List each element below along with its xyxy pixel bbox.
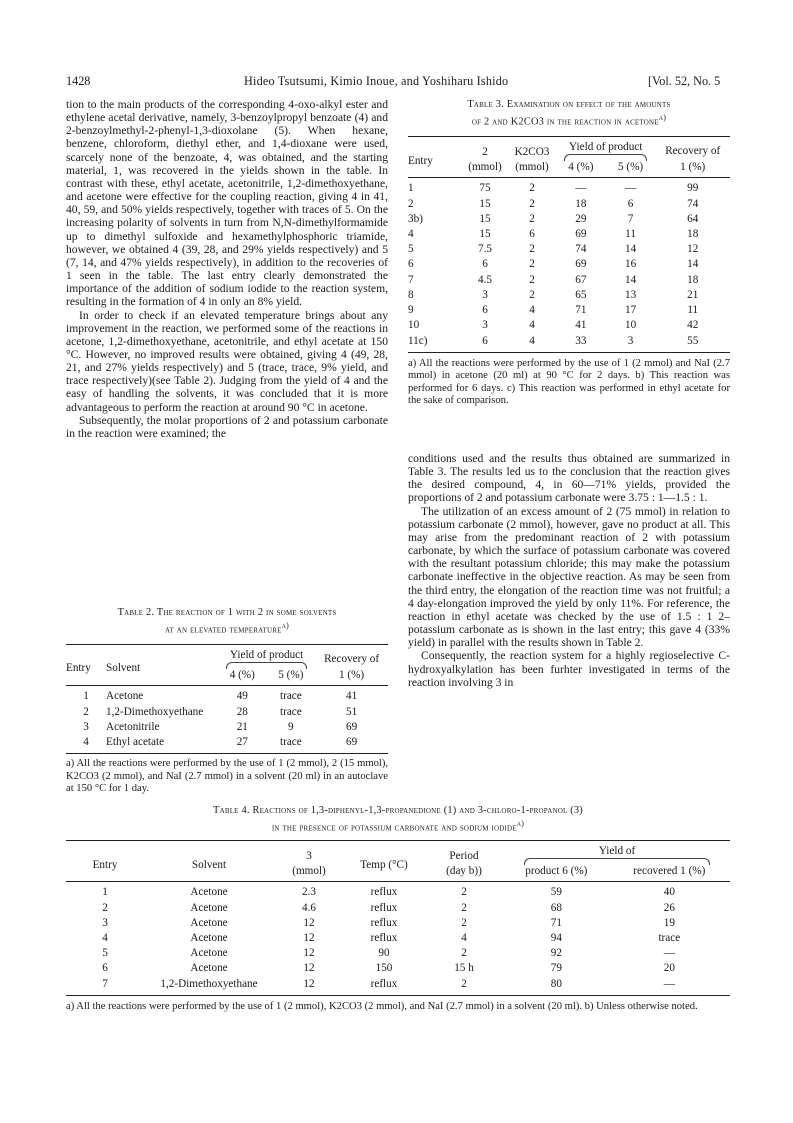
t4-cell: 71 [550,916,562,929]
t3-cell: 71 [575,304,587,317]
t4-brace [524,858,710,865]
table-2-caption-sup: a) [281,621,290,630]
t4-h-recovered1: recovered 1 (%) [633,865,706,878]
t3-h-recovery: Recovery of [665,145,721,158]
table-row [408,227,730,242]
t3-cell: 55 [687,334,699,347]
t4-cell: Acetone [190,962,228,975]
t3-h-2-unit: (mmol) [468,161,502,174]
t4-cell: 4 [461,932,467,945]
t3-cell: 21 [687,288,699,301]
t4-cell: 2 [461,977,467,990]
t3-cell: 2 [529,243,535,256]
t3-cell: 7 [408,273,414,286]
table-4-caption-sup: a) [516,819,525,828]
t2-cell: 28 [236,705,248,718]
t3-cell: 4.5 [478,273,492,286]
left-paragraph-2: In order to check if an elevated temperature brings about any improvement in the reaction, we performed some of the reactions in acetone, 1,2-dimethoxyethane, acetonitrile, and ethyl acetate at 150 °C. However, no improved results were obtained, giving 4 (49, 28, 21, and 27% yields respectively) and 5 (trace, trace, 9% yield, and trace respectively)(see Table 2). Judging from the yield of 4 and the easy of handling the solvents, it was concluded that it is more advantageous to perform the reaction at around 90 °C in acetone. [66,308,388,414]
t2-cell: 27 [236,736,248,749]
t3-body [408,178,730,352]
t3-cell: 3 [482,288,488,301]
t4-cell: 1,2-Dimethoxyethane [160,977,258,990]
table-row [66,901,730,916]
t3-cell: 17 [624,304,637,317]
t3-cell: 11 [625,228,636,241]
t4-h-yield-text: Yield of [598,845,636,858]
t4-h-yield [504,841,730,866]
t4-cell: 4 [102,932,108,945]
t4-body [66,882,730,995]
t4-cell: 26 [663,901,675,914]
t3-cell: 7.5 [478,243,492,256]
t3-cell: 8 [408,288,414,301]
t4-cell: — [663,977,675,990]
t3-cell: 6 [482,304,488,317]
table-4-caption-line2: in the presence of potassium carbonate and sodium iodide [271,822,517,834]
t3-h-k2co3: K2CO3 [514,146,550,159]
t2-body [66,686,388,754]
table-row [66,931,730,946]
table-2-caption [66,606,388,636]
t2-h-yield-text: Yield of product [229,649,304,662]
table-3-caption [408,98,730,128]
t2-h-recovery: Recovery of [324,653,380,666]
t3-cell: 75 [479,182,491,195]
t3-cell: 4 [529,304,535,317]
journal-volume: [Vol. 52, No. 5 [648,74,721,88]
table-2-footnote: a) All the reactions were performed by the use of 1 (2 mmol), 2 (15 mmol), K2CO3 (2 mmol), and NaI (2.7 mmol) in a solvent (20 ml) in an autoclave at 150 °C for 1 day. [66,758,388,795]
t4-cell: 12 [303,916,315,929]
t4-cell: 40 [663,886,675,899]
t4-cell: trace [658,932,681,945]
t3-h-rec1: 1 (%) [680,161,706,174]
t4-cell: 5 [102,947,108,960]
table-2-caption-line1: Table 2. The reaction of 1 with 2 in some solvents [117,607,337,618]
t4-cell: 4.6 [302,901,316,914]
t4-cell: Acetone [190,932,228,945]
t2-cell: 69 [345,720,358,733]
t4-cell: 94 [550,932,562,945]
t2-cell: 2 [83,705,89,718]
page-number: 1428 [66,74,91,88]
t2-h-y5: 5 (%) [278,669,304,682]
table-row [66,961,730,976]
t2-cell: Acetonitrile [106,720,160,733]
t3-cell: 2 [529,258,535,271]
t3-cell: 7 [627,212,634,225]
t4-h-3-unit: (mmol) [292,865,326,878]
t4-h-entry: Entry [92,859,118,872]
table-4-grid [66,840,730,995]
t3-cell: 3 [627,334,634,347]
t3-h-yield [556,137,655,162]
t3-cell: 3 [482,319,488,332]
t3-cell: 67 [575,273,587,286]
t4-cell: 79 [550,962,562,975]
t3-h-y5: 5 (%) [617,161,644,174]
table-row [66,977,730,996]
t3-cell: 65 [575,288,587,301]
t4-cell: 2 [461,901,467,914]
t4-h-period-unit: (day b)) [446,865,482,878]
t3-cell: 2 [529,197,535,210]
t3-cell: 2 [529,273,535,286]
t3-cell: 99 [687,182,699,195]
table-2-grid [66,644,388,754]
t3-cell: 14 [624,273,637,286]
t3-cell: 4 [408,228,414,241]
t2-h-solvent: Solvent [106,662,141,675]
t3-brace [564,154,647,161]
t4-cell: Acetone [190,901,228,914]
t3-cell: 1 [408,182,414,195]
t2-cell: trace [279,736,302,749]
left-paragraph-3: Subsequently, the molar proportions of 2 and potassium carbonate in the reaction were examined; the [66,413,388,440]
t2-h-entry: Entry [66,662,91,675]
t2-cell: 1 [83,690,89,703]
t4-cell: 12 [303,962,315,975]
t4-cell: 80 [550,977,562,990]
t3-cell: 2 [529,288,535,301]
t3-cell: 69 [575,258,587,271]
t3-cell: 18 [687,228,699,241]
t2-cell: 1,2-Dimethoxyethane [106,705,204,718]
t3-cell: 6 [627,197,634,210]
running-authors: Hideo Tsutsumi, Kimio Inoue, and Yoshiharu Ishido [244,74,509,88]
t3-cell: 18 [687,273,699,286]
left-paragraph-1: tion to the main products of the corresponding 4-oxo-alkyl ester and ethylene acetal derivative, namely, 3-benzoylpropyl benzoate (4) and 2-benzoylmethyl-2-phenyl-1,3-dioxolane (5). When hexane, benzene, chloroform, diethyl ether, and 1,4-dioxane were used, scarcely none of the benzoate, 4, was obtained, and the starting material, 1, was recovered in the yields shown in the table. In contrast with these, ethyl acetate, acetonitrile, 1,2-dimethoxyethane, and acetone were effective for the coupling reaction, giving 4 in 41, 40, 59, and 50% yields respectively, together with traces of 5. On the increasing polarity of solvents in turn from N,N-dimethylformamide up to dimethyl sulfoxide and hexamethylphosphoric triamide, however, we obtained 4 (39, 28, and 29% yields respectively) and 5 (7, 14, and 47% yields respectively), in addition to the recoveries of 1 seen in the table. The last entry clearly demonstrated the importance of the addition of sodium iodide to the reaction system, resulting in the formation of 4 in only an 8% yield. [66,98,388,309]
table-row [408,288,730,303]
table-3-caption-line1: Table 3. Examination on effect of the amounts [467,99,671,110]
table-row [408,273,730,288]
table-row [408,334,730,353]
table-row [408,197,730,212]
t4-cell: 92 [550,947,562,960]
t4-cell: 2 [102,901,108,914]
t3-cell: 16 [624,258,637,271]
t2-h-rec1: 1 (%) [338,669,365,682]
t3-cell: 14 [687,258,699,271]
t3-cell: 64 [687,212,699,225]
t4-cell: 68 [550,901,562,914]
t4-cell: 3 [102,916,108,929]
t3-cell: 2 [408,197,414,210]
table-4 [66,804,730,1013]
t4-cell: 12 [303,977,315,990]
t3-h-y4: 4 (%) [568,161,594,174]
t3-cell: 14 [624,243,637,256]
t4-cell: 12 [303,947,315,960]
t2-cell: Acetone [106,690,144,703]
t3-cell: 15 [479,212,491,225]
t3-h-2: 2 [482,146,488,159]
t3-cell: 5 [408,243,414,256]
t2-cell: 4 [83,736,89,749]
table-3-caption-sup: a) [658,113,667,122]
t2-h-y4: 4 (%) [229,669,255,682]
t4-cell: reflux [370,977,398,990]
t4-cell: 6 [102,962,108,975]
t4-cell: 2 [461,947,467,960]
table-2 [66,606,388,796]
right-paragraph-3: Consequently, the reaction system for a highly regioselective C-hydroxyalkylation has been furhter investigated in terms of the reaction involving 3 in [408,649,730,689]
table-row [408,242,730,257]
t3-cell: 74 [687,197,699,210]
table-4-caption-line1: Table 4. Reactions of 1,3-diphenyl-1,3-propanedione (1) and 3-chloro-1-propanol (3) [213,805,583,816]
t4-cell: 2.3 [302,886,316,899]
table-4-footnote: a) All the reactions were performed by the use of 1 (2 mmol), K2CO3 (2 mmol), and NaI (2.7 mmol) in a solvent (20 ml). b) Unless otherwise noted. [66,1000,698,1012]
table-row [408,257,730,272]
right-paragraph-1: conditions used and the results thus obtained are summarized in Table 3. The results led us to the conclusion that the reaction gives the desired compound, 4, in 60—71% yields, provided the proportions of 2 and potassium carbonate were 3.75 : 1—1.5 : 1. [408,452,730,505]
t4-cell: 15 h [454,962,474,975]
t4-cell: Acetone [190,886,228,899]
t3-cell: — [624,182,637,195]
t3-cell: 15 [479,197,491,210]
t4-cell: Acetone [190,916,228,929]
t4-h-temp: Temp (°C) [360,859,408,872]
t3-cell: 6 [482,258,488,271]
t2-cell: 69 [345,736,358,749]
t3-cell: 6 [482,334,488,347]
t2-cell: trace [279,690,302,703]
t2-cell: trace [279,705,302,718]
t4-cell: 19 [663,916,675,929]
t3-cell: 29 [575,212,587,225]
t3-h-yield-text: Yield of product [569,141,643,154]
t4-cell: reflux [370,916,398,929]
table-3 [408,98,730,408]
t3-cell: 12 [687,243,699,256]
t4-cell: reflux [370,901,398,914]
t4-cell: 150 [375,962,393,975]
t3-cell: 11 [687,304,699,317]
table-row [408,212,730,227]
t3-cell: 13 [624,288,637,301]
t4-cell: 20 [663,962,675,975]
t3-cell: 42 [687,319,699,332]
t2-cell: Ethyl acetate [106,736,165,749]
t3-cell: 6 [529,228,535,241]
t3-cell: 10 [408,319,420,332]
t3-cell: 9 [408,304,414,317]
t3-cell: 3b) [408,212,423,225]
table-3-grid [408,136,730,352]
right-column [408,452,730,689]
t4-cell: 90 [378,947,390,960]
t3-cell: 11c) [408,334,428,347]
t2-cell: 41 [345,690,358,703]
t2-h-yield [218,645,315,670]
left-column [66,98,388,440]
t3-cell: 18 [575,197,587,210]
t3-cell: 4 [529,334,535,347]
t3-h-entry: Entry [408,155,433,168]
t3-cell: 2 [529,212,535,225]
t2-cell: 49 [236,690,248,703]
table-row [66,720,388,735]
table-row [408,178,730,197]
t4-h-solvent: Solvent [191,859,227,872]
t4-cell: reflux [370,932,398,945]
t4-h-period: Period [449,850,479,863]
t4-h-3: 3 [306,850,312,863]
table-row [66,946,730,961]
table-row [408,318,730,333]
t3-cell: — [575,182,587,195]
table-2-caption-line2: at an elevated temperature [164,624,282,636]
t3-cell: 15 [479,228,491,241]
t4-cell: Acetone [190,947,228,960]
t4-h-product6: product 6 (%) [525,865,588,878]
table-row [66,705,388,720]
t3-cell: 4 [529,319,535,332]
t4-cell: 7 [102,977,108,990]
t2-cell: 9 [288,720,294,733]
t4-cell: reflux [370,886,398,899]
t4-cell: 59 [550,886,562,899]
table-row [66,916,730,931]
t4-cell: 2 [461,916,467,929]
t2-cell: 3 [83,720,89,733]
t3-cell: 6 [408,258,414,271]
t2-brace [226,662,307,669]
t3-cell: 74 [575,243,587,256]
t3-cell: 2 [529,182,535,195]
t4-cell: 1 [102,886,108,899]
t4-cell: 12 [303,932,315,945]
t2-cell: 21 [236,720,248,733]
table-row [66,735,388,754]
t4-cell: — [663,947,675,960]
table-row [66,686,388,705]
table-3-caption-line2: of 2 and K2CO3 in the reaction in acetone [471,116,659,128]
t3-cell: 33 [575,334,587,347]
table-4-caption [66,804,730,834]
t3-cell: 41 [575,319,587,332]
table-3-footnote: a) All the reactions were performed by the use of 1 (2 mmol) and NaI (2.7 mmol) in acetone (20 ml) at 90 °C for 2 days. b) This reaction was performed for 6 days. c) This reaction was performed in ethyl acetate for the sake of comparison. [408,357,730,407]
table-row [408,303,730,318]
t3-cell: 10 [624,319,637,332]
t2-cell: 51 [345,705,358,718]
table-row [66,882,730,901]
t3-cell: 69 [575,228,587,241]
t4-cell: 2 [461,886,467,899]
t3-h-k-unit: (mmol) [515,161,549,174]
right-paragraph-2: The utilization of an excess amount of 2 (75 mmol) in relation to potassium carbonate (2 mmol), however, gave no product at all. This may arise from the predominant reaction of 2 with potassium carbonate, by which the surface of potassium carbonate was covered with the resultant potassium chloride; this may make the potassium carbonate ineffective in the objective reaction. As may be seen from the third entry, the elongation of the reaction time was not fruitful; a 4 day-elongation improved the yield by only 11%. For reference, the reaction in ethyl acetate was checked by the use of 1.5 : 1 2–potassium carbonate as is shown in the last entry; this gave 4 (33% yield) in parallel with the results shown in Table 2. [408,504,730,650]
